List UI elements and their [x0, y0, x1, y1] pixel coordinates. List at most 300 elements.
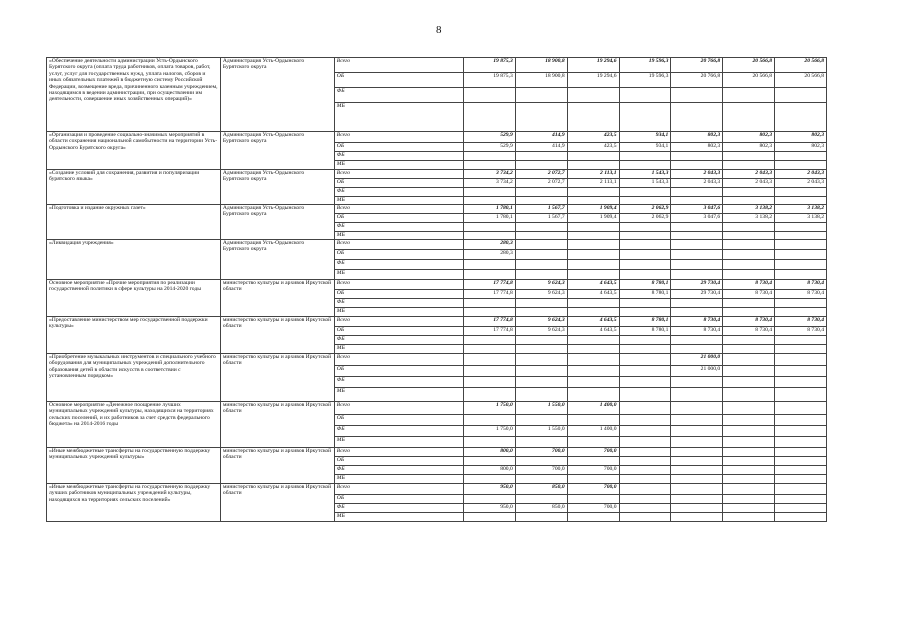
amount-cell: 2 072,7	[515, 179, 567, 188]
amount-cell: 20 566,8	[723, 73, 775, 88]
amount-cell: 29 730,4	[671, 290, 723, 299]
amount-cell	[723, 484, 775, 495]
amount-cell	[515, 495, 567, 504]
amount-cell	[619, 232, 671, 240]
page-number: 8	[436, 24, 442, 36]
amount-cell	[775, 448, 827, 457]
funding-source: МБ	[334, 388, 463, 402]
amount-cell: 17 774,8	[463, 317, 515, 327]
amount-cell	[723, 504, 775, 513]
amount-cell	[515, 270, 567, 280]
amount-cell: 3 138,2	[775, 214, 827, 223]
amount-cell	[567, 270, 619, 280]
table-row	[47, 402, 827, 415]
amount-cell	[619, 388, 671, 402]
funding-source: МБ	[334, 308, 463, 317]
funding-source: МБ	[334, 270, 463, 280]
amount-cell: 3 138,2	[775, 205, 827, 214]
amount-cell	[671, 437, 723, 448]
amount-cell	[463, 161, 515, 170]
amount-cell: 29 730,4	[671, 280, 723, 290]
budget-table-body	[47, 58, 827, 522]
amount-cell: 1 567,7	[515, 205, 567, 214]
funding-source: ФБ	[334, 152, 463, 161]
amount-cell	[671, 415, 723, 426]
amount-cell	[723, 513, 775, 522]
funding-source: ФБ	[334, 223, 463, 232]
amount-cell	[619, 495, 671, 504]
amount-cell	[567, 161, 619, 170]
amount-cell	[619, 402, 671, 415]
amount-cell: 934,1	[619, 132, 671, 143]
amount-cell: 21 000,0	[671, 366, 723, 377]
amount-cell	[723, 260, 775, 270]
amount-cell: 700,0	[567, 484, 619, 495]
amount-cell	[671, 426, 723, 437]
amount-cell: 414,9	[515, 132, 567, 143]
amount-cell: 17 774,8	[463, 290, 515, 299]
amount-cell	[567, 366, 619, 377]
amount-cell	[775, 354, 827, 366]
amount-cell	[619, 345, 671, 354]
funding-source: ОБ	[334, 250, 463, 260]
amount-cell: 4 643,5	[567, 290, 619, 299]
funding-source: ОБ	[334, 366, 463, 377]
funding-source: ФБ	[334, 260, 463, 270]
amount-cell: 1 543,3	[619, 170, 671, 179]
amount-cell	[671, 197, 723, 205]
amount-cell	[567, 188, 619, 197]
amount-cell: 1 909,4	[567, 205, 619, 214]
amount-cell: 3 734,2	[463, 179, 515, 188]
amount-cell	[515, 354, 567, 366]
amount-cell: 280,3	[463, 250, 515, 260]
amount-cell	[619, 448, 671, 457]
amount-cell	[723, 475, 775, 484]
amount-cell: 850,0	[515, 484, 567, 495]
amount-cell	[567, 336, 619, 345]
amount-cell: 1 550,0	[515, 402, 567, 415]
amount-cell	[671, 240, 723, 250]
funding-source: МБ	[334, 103, 463, 132]
amount-cell: 18 900,8	[515, 73, 567, 88]
amount-cell	[463, 308, 515, 317]
amount-cell	[671, 223, 723, 232]
amount-cell	[463, 197, 515, 205]
amount-cell	[775, 466, 827, 475]
amount-cell	[723, 161, 775, 170]
responsible-executor: министерство культуры и архивов Иркутской области	[220, 484, 334, 522]
responsible-executor: министерство культуры и архивов Иркутской области	[220, 402, 334, 448]
funding-source: ОБ	[334, 290, 463, 299]
amount-cell: 802,3	[775, 132, 827, 143]
amount-cell	[567, 388, 619, 402]
amount-cell: 20 566,8	[775, 58, 827, 73]
table-row	[47, 205, 827, 214]
amount-cell: 2 043,3	[775, 170, 827, 179]
amount-cell	[775, 188, 827, 197]
amount-cell	[619, 197, 671, 205]
amount-cell: 800,0	[463, 448, 515, 457]
table-row	[47, 448, 827, 457]
amount-cell	[463, 152, 515, 161]
amount-cell	[671, 250, 723, 260]
amount-cell	[671, 88, 723, 103]
amount-cell: 8 780,1	[619, 280, 671, 290]
amount-cell	[515, 223, 567, 232]
responsible-executor: Администрация Усть-Ордынского Бурятского округа	[220, 240, 334, 280]
amount-cell	[671, 308, 723, 317]
amount-cell	[463, 495, 515, 504]
amount-cell	[515, 415, 567, 426]
amount-cell	[463, 299, 515, 308]
amount-cell: 2 043,3	[723, 170, 775, 179]
funding-source: Всего	[334, 170, 463, 179]
amount-cell	[463, 223, 515, 232]
amount-cell	[775, 402, 827, 415]
amount-cell: 8 730,4	[775, 290, 827, 299]
amount-cell: 3 047,6	[671, 205, 723, 214]
amount-cell: 19 294,6	[567, 58, 619, 73]
amount-cell: 8 730,4	[723, 290, 775, 299]
amount-cell: 700,0	[515, 466, 567, 475]
responsible-executor: министерство культуры и архивов Иркутской области	[220, 280, 334, 317]
amount-cell	[515, 260, 567, 270]
amount-cell: 8 730,4	[671, 317, 723, 327]
activity-description: «Обеспечение деятельности администрации Усть-Ордынского Бурятского округа (оплата труда работников, оплата товаров, работ, услуг, услуг для государственных нужд, уплата налогов, сборов и иных обязательных платежей в бюджетную систему Российской Федерации, возмещение вреда, причиненного казенным учреждением, находящимся в ведении администрации, при осуществлении им деятельности, совершение иных хозяйственных операций)»	[47, 58, 221, 132]
amount-cell	[723, 366, 775, 377]
amount-cell: 9 624,3	[515, 327, 567, 336]
amount-cell	[515, 388, 567, 402]
amount-cell: 700,0	[567, 448, 619, 457]
amount-cell: 950,0	[463, 484, 515, 495]
amount-cell	[619, 504, 671, 513]
amount-cell: 2 043,3	[723, 179, 775, 188]
amount-cell	[775, 299, 827, 308]
amount-cell	[463, 270, 515, 280]
amount-cell	[567, 299, 619, 308]
activity-description: «Иные межбюджетные трансферты на государственную поддержку муниципальных учреждений культуры»	[47, 448, 221, 484]
amount-cell: 8 730,4	[775, 317, 827, 327]
funding-source: ФБ	[334, 188, 463, 197]
responsible-executor: Администрация Усть-Ордынского Бурятского округа	[220, 58, 334, 132]
amount-cell: 850,0	[515, 504, 567, 513]
amount-cell	[775, 475, 827, 484]
amount-cell	[619, 308, 671, 317]
amount-cell	[723, 152, 775, 161]
amount-cell	[567, 223, 619, 232]
amount-cell	[515, 308, 567, 317]
amount-cell	[723, 197, 775, 205]
table-row	[47, 58, 827, 73]
activity-description: Основное мероприятие «Денежное поощрение лучших муниципальных учреждений культуры, находящихся на территориях сельских поселений, и их работников за счет средств федерального бюджета» на 2014-2016 годы	[47, 402, 221, 448]
amount-cell	[463, 345, 515, 354]
funding-source: ОБ	[334, 327, 463, 336]
amount-cell	[775, 152, 827, 161]
activity-description: «Организация и проведение социально-значимых мероприятий в области сохранения национальной самобытности на территории Усть-Ордынского Бурятского округа»	[47, 132, 221, 170]
amount-cell	[775, 260, 827, 270]
funding-source: ОБ	[334, 495, 463, 504]
amount-cell	[567, 232, 619, 240]
amount-cell	[567, 308, 619, 317]
funding-source: МБ	[334, 437, 463, 448]
amount-cell: 2 062,9	[619, 214, 671, 223]
amount-cell	[463, 336, 515, 345]
amount-cell	[671, 457, 723, 466]
amount-cell	[723, 466, 775, 475]
amount-cell	[671, 232, 723, 240]
activity-description: «Предоставление министерством мер государственной поддержки культуры»	[47, 317, 221, 354]
amount-cell	[671, 345, 723, 354]
amount-cell	[463, 388, 515, 402]
activity-description: «Подготовка и издание окружных газет»	[47, 205, 221, 240]
amount-cell: 802,3	[723, 143, 775, 152]
amount-cell	[463, 188, 515, 197]
amount-cell: 1 750,0	[463, 426, 515, 437]
amount-cell	[775, 513, 827, 522]
amount-cell: 4 643,5	[567, 280, 619, 290]
amount-cell	[671, 270, 723, 280]
amount-cell: 1 543,3	[619, 179, 671, 188]
funding-source: Всего	[334, 402, 463, 415]
amount-cell	[567, 495, 619, 504]
amount-cell	[671, 495, 723, 504]
amount-cell	[567, 260, 619, 270]
amount-cell: 19 596,3	[619, 58, 671, 73]
amount-cell	[775, 388, 827, 402]
amount-cell: 1 780,1	[463, 214, 515, 223]
amount-cell	[671, 152, 723, 161]
amount-cell: 2 062,9	[619, 205, 671, 214]
amount-cell	[463, 377, 515, 388]
amount-cell: 8 730,4	[723, 280, 775, 290]
amount-cell	[723, 377, 775, 388]
amount-cell	[723, 88, 775, 103]
amount-cell	[515, 299, 567, 308]
funding-source: Всего	[334, 448, 463, 457]
funding-source: ФБ	[334, 377, 463, 388]
funding-source: ФБ	[334, 466, 463, 475]
amount-cell	[775, 223, 827, 232]
amount-cell: 17 774,8	[463, 327, 515, 336]
amount-cell	[619, 437, 671, 448]
amount-cell: 1 909,4	[567, 214, 619, 223]
funding-source: ОБ	[334, 214, 463, 223]
amount-cell	[567, 152, 619, 161]
amount-cell	[723, 354, 775, 366]
amount-cell	[775, 240, 827, 250]
amount-cell	[463, 513, 515, 522]
funding-source: ОБ	[334, 73, 463, 88]
amount-cell: 529,9	[463, 143, 515, 152]
responsible-executor: Администрация Усть-Ордынского Бурятского округа	[220, 170, 334, 205]
responsible-executor: Администрация Усть-Ордынского Бурятского округа	[220, 132, 334, 170]
amount-cell	[515, 103, 567, 132]
amount-cell	[723, 415, 775, 426]
amount-cell	[515, 88, 567, 103]
table-row	[47, 280, 827, 290]
responsible-executor: министерство культуры и архивов Иркутской области	[220, 448, 334, 484]
amount-cell	[775, 484, 827, 495]
amount-cell: 9 624,3	[515, 317, 567, 327]
amount-cell	[775, 250, 827, 260]
amount-cell	[775, 161, 827, 170]
amount-cell: 802,3	[723, 132, 775, 143]
funding-source: МБ	[334, 161, 463, 170]
funding-source: МБ	[334, 345, 463, 354]
amount-cell	[775, 88, 827, 103]
amount-cell	[671, 475, 723, 484]
activity-description: Основное мероприятие «Прочие мероприятия по реализации государственной политики в сфере культуры на 2014-2020 годы	[47, 280, 221, 317]
amount-cell	[619, 240, 671, 250]
amount-cell	[567, 513, 619, 522]
responsible-executor: министерство культуры и архивов Иркутской области	[220, 317, 334, 354]
amount-cell	[723, 250, 775, 260]
amount-cell	[567, 240, 619, 250]
amount-cell	[515, 437, 567, 448]
amount-cell	[463, 88, 515, 103]
amount-cell	[775, 426, 827, 437]
amount-cell: 4 643,5	[567, 317, 619, 327]
funding-source: Всего	[334, 317, 463, 327]
activity-description: «Создание условий для сохранения, развития и популяризации бурятского языка»	[47, 170, 221, 205]
amount-cell	[775, 103, 827, 132]
amount-cell	[723, 345, 775, 354]
amount-cell	[515, 366, 567, 377]
amount-cell	[775, 457, 827, 466]
amount-cell	[463, 475, 515, 484]
funding-source: ФБ	[334, 336, 463, 345]
table-row	[47, 484, 827, 495]
table-row	[47, 317, 827, 327]
amount-cell	[723, 232, 775, 240]
amount-cell	[723, 388, 775, 402]
amount-cell	[619, 457, 671, 466]
amount-cell	[671, 188, 723, 197]
amount-cell: 3 138,2	[723, 205, 775, 214]
funding-source: ОБ	[334, 179, 463, 188]
funding-source: МБ	[334, 232, 463, 240]
amount-cell	[723, 223, 775, 232]
amount-cell	[775, 437, 827, 448]
amount-cell: 20 566,8	[723, 58, 775, 73]
amount-cell: 423,5	[567, 143, 619, 152]
amount-cell: 2 072,7	[515, 170, 567, 179]
amount-cell	[567, 377, 619, 388]
amount-cell	[775, 504, 827, 513]
amount-cell: 3 138,2	[723, 214, 775, 223]
amount-cell	[567, 415, 619, 426]
amount-cell	[723, 448, 775, 457]
amount-cell	[515, 377, 567, 388]
amount-cell	[671, 448, 723, 457]
amount-cell	[619, 377, 671, 388]
amount-cell	[463, 354, 515, 366]
amount-cell	[515, 336, 567, 345]
amount-cell	[671, 260, 723, 270]
amount-cell	[671, 466, 723, 475]
amount-cell	[671, 504, 723, 513]
amount-cell	[775, 336, 827, 345]
amount-cell: 20 766,8	[671, 73, 723, 88]
amount-cell	[515, 197, 567, 205]
amount-cell	[515, 240, 567, 250]
amount-cell	[619, 336, 671, 345]
amount-cell: 2 043,3	[671, 170, 723, 179]
amount-cell: 19 875,3	[463, 73, 515, 88]
amount-cell	[619, 250, 671, 260]
amount-cell: 1 550,0	[515, 426, 567, 437]
amount-cell	[567, 457, 619, 466]
amount-cell	[775, 197, 827, 205]
amount-cell	[515, 345, 567, 354]
amount-cell	[775, 270, 827, 280]
amount-cell: 802,3	[671, 132, 723, 143]
activity-description: «Иные межбюджетные трансферты на государственную поддержку лучших работников муниципальных учреждений культуры, находящихся на территориях сельских поселений»	[47, 484, 221, 522]
amount-cell	[723, 299, 775, 308]
amount-cell	[619, 513, 671, 522]
amount-cell	[567, 197, 619, 205]
amount-cell	[671, 402, 723, 415]
amount-cell: 4 643,5	[567, 327, 619, 336]
amount-cell	[567, 345, 619, 354]
amount-cell	[619, 299, 671, 308]
amount-cell	[723, 188, 775, 197]
amount-cell: 2 043,3	[671, 179, 723, 188]
funding-source: МБ	[334, 197, 463, 205]
amount-cell	[775, 308, 827, 317]
amount-cell: 8 730,4	[723, 327, 775, 336]
amount-cell: 8 730,4	[775, 280, 827, 290]
amount-cell	[671, 513, 723, 522]
budget-table	[46, 57, 827, 522]
amount-cell	[671, 299, 723, 308]
amount-cell	[463, 457, 515, 466]
amount-cell	[671, 161, 723, 170]
funding-source: ОБ	[334, 415, 463, 426]
amount-cell: 280,3	[463, 240, 515, 250]
amount-cell	[723, 495, 775, 504]
amount-cell	[567, 437, 619, 448]
amount-cell: 17 774,8	[463, 280, 515, 290]
activity-description: «Приобретение музыкальных инструментов и специального учебного оборудования для муниципальных учреждений дополнительного образования детей в области искусств в соответствии с установленным порядком»	[47, 354, 221, 402]
amount-cell: 800,0	[463, 466, 515, 475]
amount-cell: 8 730,4	[671, 327, 723, 336]
amount-cell	[619, 161, 671, 170]
amount-cell: 1 750,0	[463, 402, 515, 415]
amount-cell: 700,0	[515, 448, 567, 457]
amount-cell	[671, 377, 723, 388]
amount-cell	[723, 426, 775, 437]
amount-cell	[619, 270, 671, 280]
amount-cell	[619, 103, 671, 132]
amount-cell: 3 047,6	[671, 214, 723, 223]
amount-cell	[619, 484, 671, 495]
funding-source: ФБ	[334, 504, 463, 513]
amount-cell	[463, 437, 515, 448]
amount-cell: 423,5	[567, 132, 619, 143]
funding-source: ФБ	[334, 299, 463, 308]
amount-cell	[515, 188, 567, 197]
amount-cell: 2 043,3	[775, 179, 827, 188]
amount-cell: 802,3	[671, 143, 723, 152]
amount-cell	[723, 336, 775, 345]
funding-source: ФБ	[334, 88, 463, 103]
amount-cell	[775, 495, 827, 504]
amount-cell	[619, 152, 671, 161]
amount-cell	[463, 232, 515, 240]
amount-cell: 9 624,3	[515, 290, 567, 299]
